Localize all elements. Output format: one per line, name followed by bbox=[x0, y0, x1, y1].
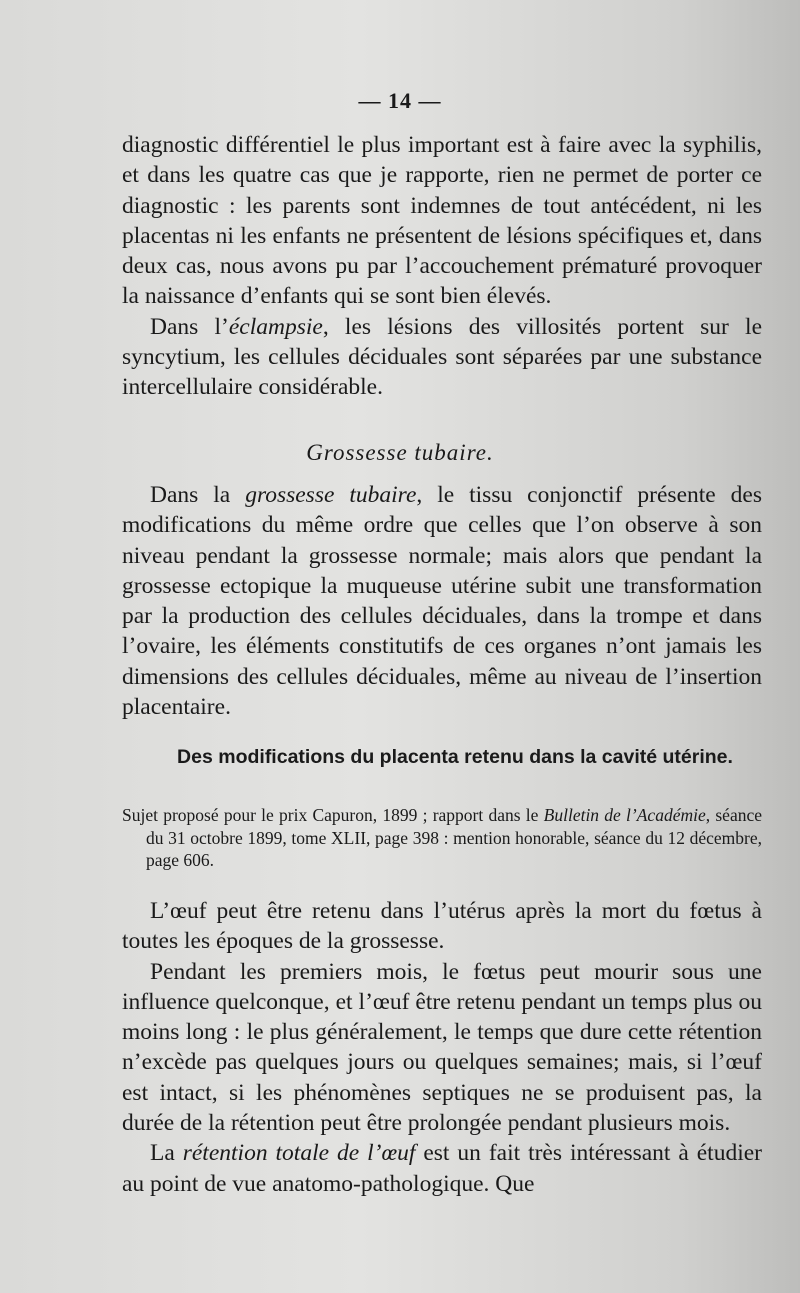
paragraph-syphilis: diagnostic différentiel le plus important est à faire avec la syphilis, et dans les quatre cas que je rapporte, rien ne permet de porter ce diagnostic : les parents sont indemnes de tout antécédent, ni les placentas ni les enfants ne présentent de lésions spécifiques et, dans deux cas, nous avons pu par l’accouchement prématuré provoquer la naissance d’enfants qui se sont bien élevés. bbox=[122, 132, 762, 310]
footnote-prix-capuron: Sujet proposé pour le prix Capuron, 1899 ; rapport dans le Bulletin de l’Académie, séance du 31 octobre 1899, tome XLII, page 398 : mention honorable, séance du 12 décembre, page 606. bbox=[122, 805, 762, 870]
text-block-2 bbox=[122, 480, 762, 722]
paragraph-grossesse-tubaire: Dans la grossesse tubaire, le tissu conjonctif présente des modifications du même ordre que celles que l’on observe à son niveau pendant la grossesse normale; mais alors que pendant la grossesse ectopique la muqueuse utérine subit une transformation par la production des cellules déciduales, dans la trompe et dans l’ovaire, les éléments constitutifs de ces organes n’ont jamais les dimensions des cellules déciduales, même au niveau de l’insertion placentaire. bbox=[122, 482, 762, 721]
text-block-1 bbox=[122, 130, 762, 403]
page-number: — 14 — bbox=[358, 88, 442, 113]
paragraph-premiers-mois: Pendant les premiers mois, le fœtus peut mourir sous une influence quelconque, et l’œuf être retenu pendant un temps plus ou moins long : le plus généralement, le temps que dure cette rétention n’excède pas quelques jours ou quelques semaines; mais, si l’œuf est intact, si les phénomènes septiques ne se produisent pas, la durée de la rétention peut être prolongée pendant plusieurs mois. bbox=[122, 958, 762, 1137]
subheading-grossesse-tubaire: Grossesse tubaire. bbox=[306, 440, 494, 465]
paragraph-retention-totale: La rétention totale de l’œuf est un fait très intéressant à étudier au point de vue anatomo-pathologique. Que bbox=[122, 1140, 762, 1197]
section-title: Des modifications du placenta retenu dans la cavité utérine. bbox=[177, 746, 733, 768]
paragraph-eclampsie: Dans l’éclampsie, les lésions des villosités portent sur le syncytium, les cellules déciduales sont séparées par une substance intercellulaire considérable. bbox=[122, 313, 763, 401]
paragraph-oeuf-retenu: L’œuf peut être retenu dans l’utérus après la mort du fœtus à toutes les époques de la grossesse. bbox=[122, 898, 762, 955]
text-block-3 bbox=[122, 896, 762, 1199]
